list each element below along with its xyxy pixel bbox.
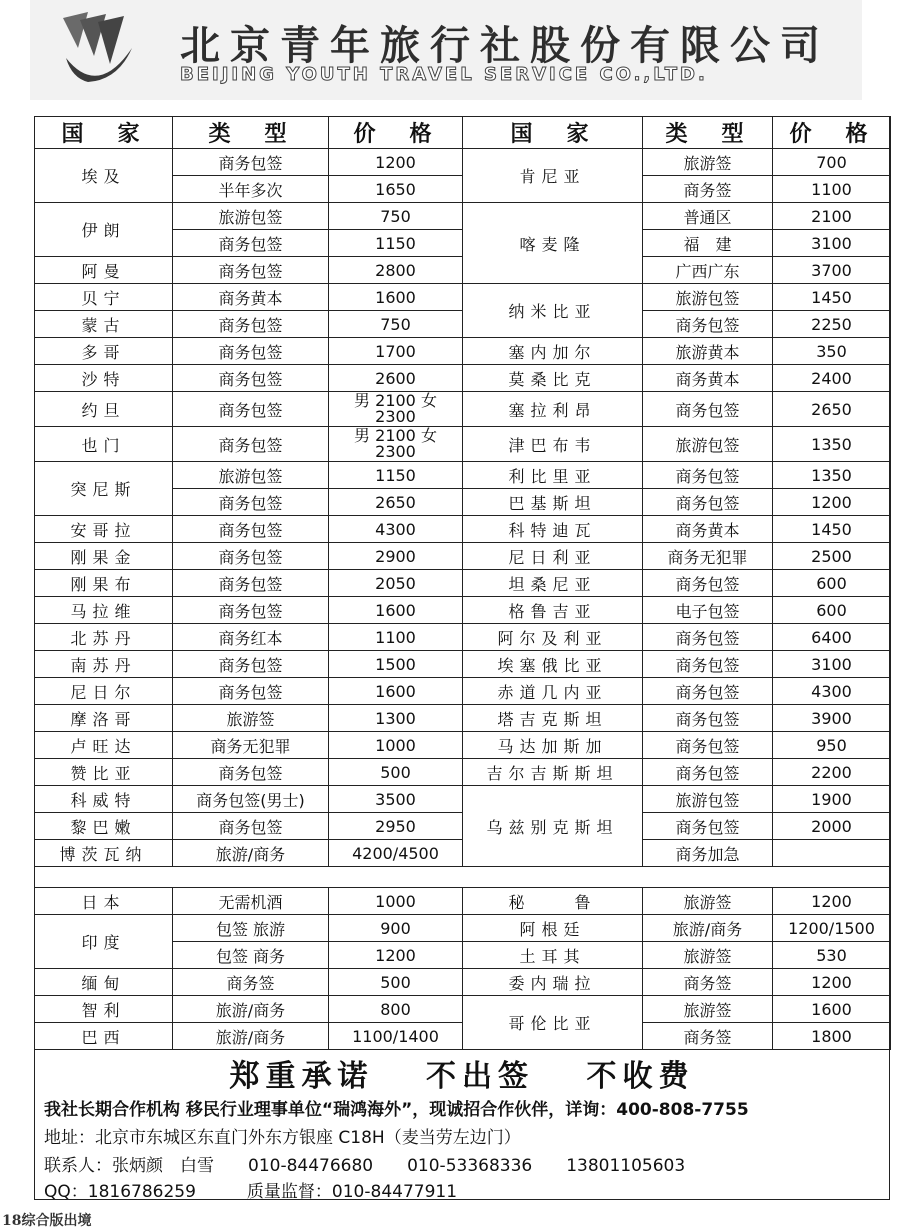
partner-line: 我社长期合作机构 移民行业理事单位“瑞鸿海外”，现诚招合作伙伴，详询：400-808-7755: [44, 1100, 749, 1120]
country-cell: 巴西: [35, 1023, 173, 1050]
price-cell: 1100/1400: [329, 1023, 463, 1050]
visa-type-cell: 普通区: [643, 203, 773, 230]
visa-type-cell: 商务包签: [173, 597, 329, 624]
visa-type-cell: 商务包签: [173, 678, 329, 705]
visa-type-cell: 商务包签: [173, 651, 329, 678]
country-cell: 塞拉利昂: [463, 392, 643, 427]
visa-type-cell: 半年多次: [173, 176, 329, 203]
price-cell: 1800: [773, 1023, 891, 1050]
qq-line: QQ：1816786259 质量监督：010-84477911: [44, 1182, 458, 1202]
visa-type-cell: 商务包签: [643, 759, 773, 786]
visa-type-cell: 商务包签: [643, 392, 773, 427]
price-cell: 1200: [329, 149, 463, 176]
country-cell: 巴基斯坦: [463, 489, 643, 516]
price-cell: 6400: [773, 624, 891, 651]
visa-type-cell: 旅游包签: [643, 284, 773, 311]
price-cell: 1100: [773, 176, 891, 203]
table-header-row: [35, 117, 891, 149]
visa-type-cell: 商务黄本: [173, 284, 329, 311]
visa-type-cell: 旅游/商务: [173, 1023, 329, 1050]
country-cell: 印度: [35, 915, 173, 969]
visa-type-cell: 商务签: [643, 1023, 773, 1050]
price-cell: 2600: [329, 365, 463, 392]
table-row: [35, 786, 891, 813]
price-cell: 1700: [329, 338, 463, 365]
visa-type-cell: 商务包签: [173, 311, 329, 338]
country-cell: 突尼斯: [35, 462, 173, 516]
price-cell: 4300: [773, 678, 891, 705]
price-cell: 950: [773, 732, 891, 759]
visa-type-cell: 商务红本: [173, 624, 329, 651]
visa-type-cell: 商务包签: [173, 230, 329, 257]
country-cell: 蒙古: [35, 311, 173, 338]
price-cell: 2900: [329, 543, 463, 570]
price-cell: 1650: [329, 176, 463, 203]
table-row: [35, 365, 891, 392]
table-row: [35, 888, 891, 915]
table-row: [35, 705, 891, 732]
price-cell: 1600: [773, 996, 891, 1023]
price-cell: 900: [329, 915, 463, 942]
header-country: 国 家: [35, 117, 173, 149]
country-cell: 北苏丹: [35, 624, 173, 651]
country-cell: 哥伦比亚: [463, 996, 643, 1050]
visa-type-cell: 商务签: [173, 969, 329, 996]
price-cell: 1350: [773, 427, 891, 462]
visa-type-cell: 商务包签: [643, 489, 773, 516]
visa-type-cell: 商务无犯罪: [173, 732, 329, 759]
visa-type-cell: 商务黄本: [643, 516, 773, 543]
price-cell: 3100: [773, 651, 891, 678]
promise-slogan: [34, 1051, 890, 1095]
price-cell: 800: [329, 996, 463, 1023]
country-cell: 缅甸: [35, 969, 173, 996]
country-cell: 塞内加尔: [463, 338, 643, 365]
table-row: [35, 624, 891, 651]
table-row: [35, 996, 891, 1023]
price-cell: 2250: [773, 311, 891, 338]
table-row: [35, 284, 891, 311]
visa-type-cell: 商务包签: [173, 489, 329, 516]
country-cell: 伊朗: [35, 203, 173, 257]
visa-type-cell: 旅游签: [643, 942, 773, 969]
table-row: [35, 969, 891, 996]
footer: [34, 1045, 890, 1200]
country-cell: 格鲁吉亚: [463, 597, 643, 624]
visa-type-cell: 包签 商务: [173, 942, 329, 969]
table-row: [35, 678, 891, 705]
price-cell: 1450: [773, 516, 891, 543]
visa-type-cell: 旅游黄本: [643, 338, 773, 365]
header-price: 价 格: [329, 117, 463, 149]
table-row: [35, 651, 891, 678]
visa-type-cell: 商务包签: [173, 813, 329, 840]
visa-type-cell: 商务包签: [173, 759, 329, 786]
visa-type-cell: 商务包签: [173, 257, 329, 284]
price-cell: 2000: [773, 813, 891, 840]
visa-type-cell: 旅游/商务: [173, 996, 329, 1023]
address-line: 地址：北京市东城区东直门外东方银座 C18H（麦当劳左边门）: [44, 1128, 521, 1148]
price-cell: 1150: [329, 230, 463, 257]
price-cell: 3900: [773, 705, 891, 732]
price-cell: 男 2100 女 2300: [329, 392, 463, 427]
country-cell: 乌兹别克斯坦: [463, 786, 643, 867]
price-cell: 500: [329, 969, 463, 996]
country-cell: 摩洛哥: [35, 705, 173, 732]
visa-type-cell: 商务包签: [173, 149, 329, 176]
table-row: [35, 149, 891, 176]
table-row: [35, 427, 891, 462]
section-divider: [35, 867, 891, 888]
price-cell: 4200/4500: [329, 840, 463, 867]
visa-type-cell: 福 建: [643, 230, 773, 257]
price-cell: 男 2100 女 2300: [329, 427, 463, 462]
table-row: [35, 915, 891, 942]
visa-type-cell: 商务包签: [643, 813, 773, 840]
country-cell: 也门: [35, 427, 173, 462]
header-country: 国 家: [463, 117, 643, 149]
header-price: 价 格: [773, 117, 891, 149]
table-row: [35, 338, 891, 365]
price-cell: 1450: [773, 284, 891, 311]
visa-type-cell: 无需机酒: [173, 888, 329, 915]
country-cell: 博茨瓦纳: [35, 840, 173, 867]
visa-type-cell: 商务包签: [643, 732, 773, 759]
country-cell: 尼日尔: [35, 678, 173, 705]
price-cell: 1600: [329, 284, 463, 311]
country-cell: 尼日利亚: [463, 543, 643, 570]
price-cell: 500: [329, 759, 463, 786]
price-cell: 1000: [329, 732, 463, 759]
visa-type-cell: 旅游/商务: [643, 915, 773, 942]
visa-price-table: [34, 116, 891, 1050]
company-name-cn: 北京青年旅行社股份有限公司: [180, 22, 830, 69]
country-cell: 科特迪瓦: [463, 516, 643, 543]
price-cell: 1200: [773, 969, 891, 996]
country-cell: 马拉维: [35, 597, 173, 624]
country-cell: 阿根廷: [463, 915, 643, 942]
divider-cell: [35, 867, 891, 888]
visa-type-cell: 电子包签: [643, 597, 773, 624]
country-cell: 多哥: [35, 338, 173, 365]
country-cell: 刚果布: [35, 570, 173, 597]
company-name-en: BEIJING YOUTH TRAVEL SERVICE CO.,LTD.: [180, 64, 708, 85]
price-cell: 1150: [329, 462, 463, 489]
country-cell: 阿尔及利亚: [463, 624, 643, 651]
price-cell: 1350: [773, 462, 891, 489]
country-cell: 日本: [35, 888, 173, 915]
price-cell: 2500: [773, 543, 891, 570]
country-cell: 南苏丹: [35, 651, 173, 678]
table-row: [35, 516, 891, 543]
promise-text: 郑重承诺: [229, 1059, 374, 1094]
price-cell: 2100: [773, 203, 891, 230]
visa-type-cell: 商务包签: [643, 624, 773, 651]
country-cell: 莫桑比克: [463, 365, 643, 392]
price-cell: 1600: [329, 597, 463, 624]
country-cell: 马达加斯加: [463, 732, 643, 759]
country-cell: 贝宁: [35, 284, 173, 311]
visa-type-cell: 旅游/商务: [173, 840, 329, 867]
promise-text: 不收费: [586, 1059, 695, 1094]
country-cell: 津巴布韦: [463, 427, 643, 462]
country-cell: 纳米比亚: [463, 284, 643, 338]
price-cell: 750: [329, 311, 463, 338]
country-cell: 智利: [35, 996, 173, 1023]
page-label: 18综合版出境: [2, 1213, 92, 1229]
visa-type-cell: 商务包签: [643, 311, 773, 338]
price-cell: 350: [773, 338, 891, 365]
table-row: [35, 462, 891, 489]
visa-type-cell: 旅游包签: [643, 786, 773, 813]
visa-type-cell: 商务包签: [173, 338, 329, 365]
visa-type-cell: 商务包签(男士): [173, 786, 329, 813]
visa-type-cell: 旅游签: [643, 996, 773, 1023]
country-cell: 卢旺达: [35, 732, 173, 759]
price-cell: 600: [773, 570, 891, 597]
visa-type-cell: 商务包签: [643, 705, 773, 732]
price-cell: 1200/1500: [773, 915, 891, 942]
country-cell: 吉尔吉斯斯坦: [463, 759, 643, 786]
visa-type-cell: 旅游包签: [643, 427, 773, 462]
visa-type-cell: 商务包签: [173, 365, 329, 392]
company-logo-icon: [58, 8, 138, 90]
price-cell: 700: [773, 149, 891, 176]
table-row: [35, 203, 891, 230]
visa-type-cell: 商务包签: [173, 516, 329, 543]
country-cell: 土耳其: [463, 942, 643, 969]
country-cell: 沙特: [35, 365, 173, 392]
visa-type-cell: 广西广东: [643, 257, 773, 284]
price-cell: 2200: [773, 759, 891, 786]
country-cell: 黎巴嫩: [35, 813, 173, 840]
country-cell: 喀麦隆: [463, 203, 643, 284]
price-cell: 2800: [329, 257, 463, 284]
visa-type-cell: 商务包签: [173, 392, 329, 427]
price-cell: 2650: [329, 489, 463, 516]
country-cell: 肯尼亚: [463, 149, 643, 203]
visa-type-cell: 商务加急: [643, 840, 773, 867]
price-cell: 750: [329, 203, 463, 230]
price-cell: 1600: [329, 678, 463, 705]
visa-type-cell: 商务包签: [643, 570, 773, 597]
visa-type-cell: 旅游签: [643, 888, 773, 915]
visa-type-cell: 旅游签: [173, 705, 329, 732]
price-cell: 2650: [773, 392, 891, 427]
price-cell: 2950: [329, 813, 463, 840]
country-cell: 坦桑尼亚: [463, 570, 643, 597]
table-row: [35, 392, 891, 427]
price-cell: 1500: [329, 651, 463, 678]
price-cell: 1100: [329, 624, 463, 651]
visa-type-cell: 商务黄本: [643, 365, 773, 392]
table-row: [35, 543, 891, 570]
price-cell: 3700: [773, 257, 891, 284]
visa-type-cell: 商务无犯罪: [643, 543, 773, 570]
price-cell: 1200: [329, 942, 463, 969]
price-cell: 1000: [329, 888, 463, 915]
visa-type-cell: 旅游包签: [173, 203, 329, 230]
price-cell: 2400: [773, 365, 891, 392]
visa-type-cell: 旅游签: [643, 149, 773, 176]
price-cell: 600: [773, 597, 891, 624]
country-cell: 阿曼: [35, 257, 173, 284]
visa-type-cell: 商务包签: [173, 543, 329, 570]
contact-line: 联系人：张炳颜 白雪 010-84476680 010-53368336 13801105603: [44, 1156, 686, 1176]
promise-text: 不出签: [426, 1059, 534, 1094]
visa-type-cell: 商务包签: [173, 570, 329, 597]
visa-type-cell: 包签 旅游: [173, 915, 329, 942]
country-cell: 赞比亚: [35, 759, 173, 786]
table-row: [35, 732, 891, 759]
country-cell: 安哥拉: [35, 516, 173, 543]
company-header: [30, 0, 862, 100]
price-cell: 1200: [773, 489, 891, 516]
visa-type-cell: 商务签: [643, 176, 773, 203]
country-cell: 利比里亚: [463, 462, 643, 489]
country-cell: 秘 鲁: [463, 888, 643, 915]
country-cell: 塔吉克斯坦: [463, 705, 643, 732]
visa-type-cell: 旅游包签: [173, 462, 329, 489]
country-cell: 赤道几内亚: [463, 678, 643, 705]
country-cell: 约旦: [35, 392, 173, 427]
country-cell: 科威特: [35, 786, 173, 813]
price-cell: 1300: [329, 705, 463, 732]
visa-type-cell: 商务包签: [643, 462, 773, 489]
country-cell: 埃及: [35, 149, 173, 203]
price-cell: 3500: [329, 786, 463, 813]
table-row: [35, 597, 891, 624]
price-cell: 4300: [329, 516, 463, 543]
price-cell: 1900: [773, 786, 891, 813]
header-type: 类 型: [643, 117, 773, 149]
header-type: 类 型: [173, 117, 329, 149]
price-cell: 3100: [773, 230, 891, 257]
table-row: [35, 759, 891, 786]
price-cell: 2050: [329, 570, 463, 597]
country-cell: 埃塞俄比亚: [463, 651, 643, 678]
price-cell: [773, 840, 891, 867]
visa-type-cell: 商务签: [643, 969, 773, 996]
country-cell: 刚果金: [35, 543, 173, 570]
visa-type-cell: 商务包签: [643, 678, 773, 705]
price-cell: 530: [773, 942, 891, 969]
visa-type-cell: 商务包签: [173, 427, 329, 462]
country-cell: 委内瑞拉: [463, 969, 643, 996]
price-cell: 1200: [773, 888, 891, 915]
table-row: [35, 570, 891, 597]
visa-type-cell: 商务包签: [643, 651, 773, 678]
